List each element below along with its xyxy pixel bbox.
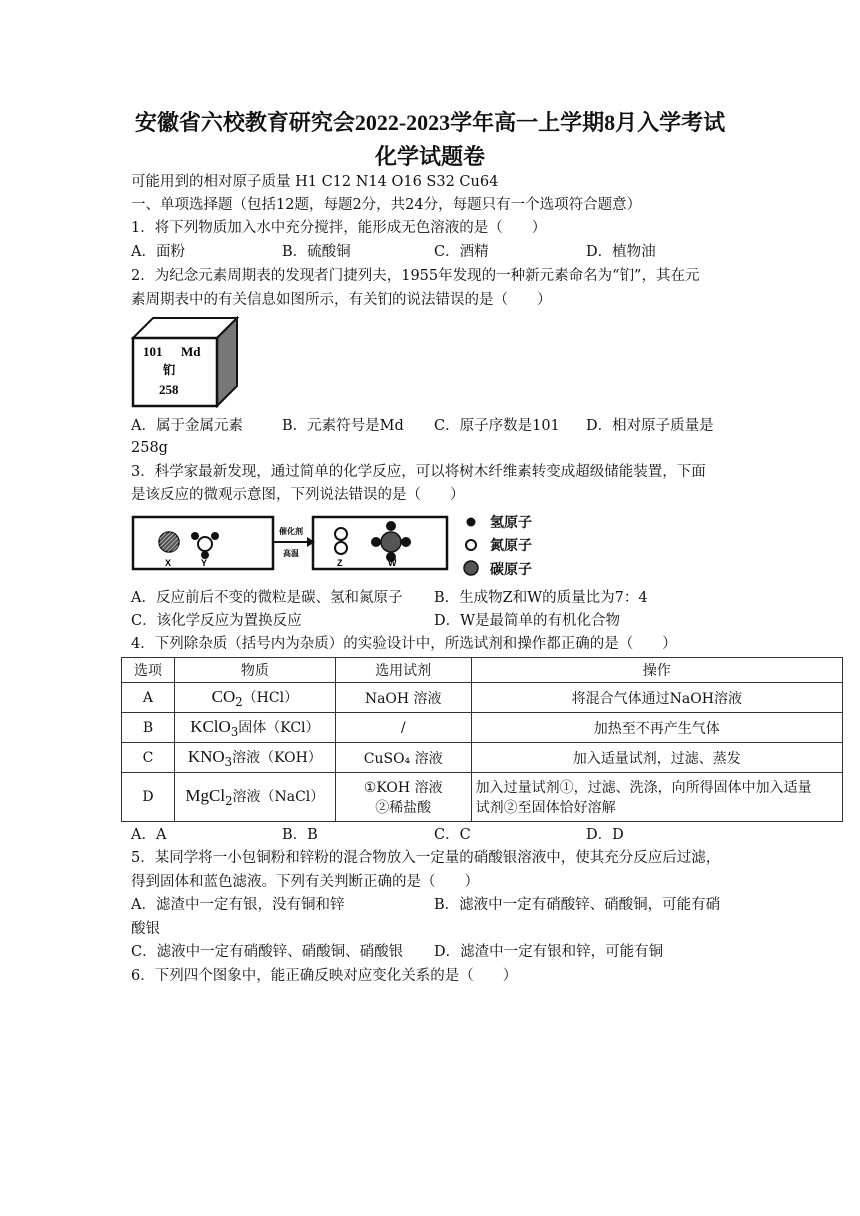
row-option: D (122, 773, 175, 822)
nitrogen-atom (335, 528, 347, 540)
row-operation: 将混合气体通过NaOH溶液 (471, 683, 842, 713)
q3-option-b: B．生成物Z和W的质量比为7：4 (434, 590, 648, 606)
q5-stem-line2: 得到固体和蓝色滤液。下列有关判断正确的是（ ） (131, 874, 479, 890)
q3-option-a: A．反应前后不变的微粒是碳、氢和氮原子 (131, 590, 403, 606)
legend-hydrogen: 氢原子 (490, 515, 532, 531)
element-symbol: Md (181, 344, 201, 359)
q5-option-a: A．滤渣中一定有银，没有铜和锌 (131, 897, 345, 913)
row-operation: 加热至不再产生气体 (471, 713, 842, 743)
row-reagent: NaOH 溶液 (335, 683, 471, 713)
element-mass: 258 (159, 382, 179, 397)
row-substance: MgCl$_2$溶液（NaCl） (174, 773, 335, 822)
carbon-atom-w (381, 532, 401, 552)
row-reagent: ①KOH 溶液 ②稀盐酸 (335, 773, 471, 822)
q5-option-b-cont: 酸银 (131, 921, 160, 937)
atomic-masses: 可能用到的相对原子质量 H1 C12 N14 O16 S32 Cu64 (131, 174, 499, 190)
q3-option-c: C．该化学反应为置换反应 (131, 613, 302, 629)
table-header-row (122, 658, 843, 683)
q4-stem: 4．下列除杂质（括号内为杂质）的实验设计中，所选试剂和操作都正确的是（ ） (131, 636, 677, 652)
q2-option-d: D．相对原子质量是 (586, 418, 714, 434)
element-cell-figure (131, 316, 241, 408)
q1-stem: 1．将下列物质加入水中充分搅拌，能形成无色溶液的是（ ） (131, 220, 547, 236)
hydrogen-atom (191, 532, 199, 540)
q2-stem-line1: 2．为纪念元素周期表的发现者门捷列夫，1955年发现的一种新元素命名为“钔”，其在元 (131, 268, 700, 284)
q2-option-d-cont: 258g (131, 440, 168, 456)
section-heading: 一、单项选择题（包括12题，每题2分，共24分，每题只有一个选项符合题意） (131, 197, 642, 213)
q4-option-d: D．D (586, 827, 624, 843)
catalyst-label: 催化剂 (279, 527, 303, 536)
condition-label: 高温 (283, 549, 299, 558)
q5-option-b: B．滤液中一定有硝酸锌、硝酸铜，可能有硝 (434, 897, 721, 913)
q4-option-c: C．C (434, 827, 471, 843)
q2-stem-line2: 素周期表中的有关信息如图所示，有关钔的说法错误的是（ ） (131, 292, 552, 308)
hydrogen-legend-icon (467, 518, 476, 527)
hydrogen-atom (371, 537, 381, 547)
header-operation: 操作 (471, 658, 842, 683)
legend-carbon: 碳原子 (490, 562, 532, 578)
q5-stem-line1: 5．某同学将一小包铜粉和锌粉的混合物放入一定量的硝酸银溶液中，使其充分反应后过滤， (131, 850, 721, 866)
q6-stem: 6．下列四个图象中，能正确反映对应变化关系的是（ ） (131, 968, 518, 984)
element-number: 101 (143, 344, 163, 359)
q5-option-d: D．滤渣中一定有银和锌，可能有铜 (434, 944, 664, 960)
q1-option-d: D．植物油 (586, 244, 656, 260)
hydrogen-atom (401, 537, 411, 547)
row-reagent: CuSO₄ 溶液 (335, 743, 471, 773)
row-operation: 加入适量试剂，过滤、蒸发 (471, 743, 842, 773)
q2-option-a: A．属于金属元素 (131, 418, 243, 434)
q4-option-b: B．B (282, 827, 318, 843)
reaction-diagram (131, 512, 451, 576)
row-reagent: / (335, 713, 471, 743)
table-row (122, 683, 843, 713)
q2-option-c: C．原子序数是101 (434, 418, 560, 434)
nitrogen-atom (198, 537, 212, 551)
table-row (122, 773, 843, 822)
q3-stem-line1: 3．科学家最新发现，通过简单的化学反应，可以将树木纤维素转变成超级储能装置，下面 (131, 464, 706, 480)
label-y: Y (201, 558, 208, 568)
table-row (122, 713, 843, 743)
element-name: 钔 (163, 363, 176, 377)
nitrogen-atom (335, 542, 347, 554)
exam-subtitle: 化学试题卷 (374, 144, 485, 169)
q2-option-b: B．元素符号是Md (282, 418, 404, 434)
q5-option-c: C．滤液中一定有硝酸锌、硝酸铜、硝酸银 (131, 944, 404, 960)
q4-option-a: A．A (131, 827, 167, 843)
header-option: 选项 (122, 658, 175, 683)
hydrogen-atom (386, 521, 396, 531)
atom-legend-icons (462, 513, 480, 583)
row-substance: KClO$_3$固体（KCl） (174, 713, 335, 743)
label-z: Z (337, 558, 343, 568)
row-operation: 加入过量试剂①，过滤、洗涤，向所得固体中加入适量 试剂②至固体恰好溶解 (471, 773, 842, 822)
row-substance: $KNO_3$溶液（KOH） (174, 743, 335, 773)
label-w: W (388, 558, 397, 568)
table-row (122, 743, 843, 773)
row-option: A (122, 683, 175, 713)
row-substance: $CO_2(HCl)$ (174, 683, 335, 713)
exam-title: 安徽省六校教育研究会2022-2023学年高一上学期8月入学考试 (134, 110, 726, 135)
header-reagent: 选用试剂 (335, 658, 471, 683)
carbon-legend-icon (464, 561, 478, 575)
nitrogen-legend-icon (466, 540, 476, 550)
row-option: B (122, 713, 175, 743)
label-x: X (165, 558, 172, 568)
q3-option-d: D．W是最简单的有机化合物 (434, 613, 621, 629)
q4-table (121, 657, 843, 822)
legend-nitrogen: 氮原子 (490, 538, 532, 554)
row-option: C (122, 743, 175, 773)
header-substance: 物质 (174, 658, 335, 683)
q3-stem-line2: 是该反应的微观示意图，下列说法错误的是（ ） (131, 487, 465, 503)
q1-option-b: B．硫酸铜 (282, 244, 351, 260)
q1-option-c: C．酒精 (434, 244, 489, 260)
hydrogen-atom (211, 532, 219, 540)
q1-option-a: A．面粉 (131, 244, 185, 260)
